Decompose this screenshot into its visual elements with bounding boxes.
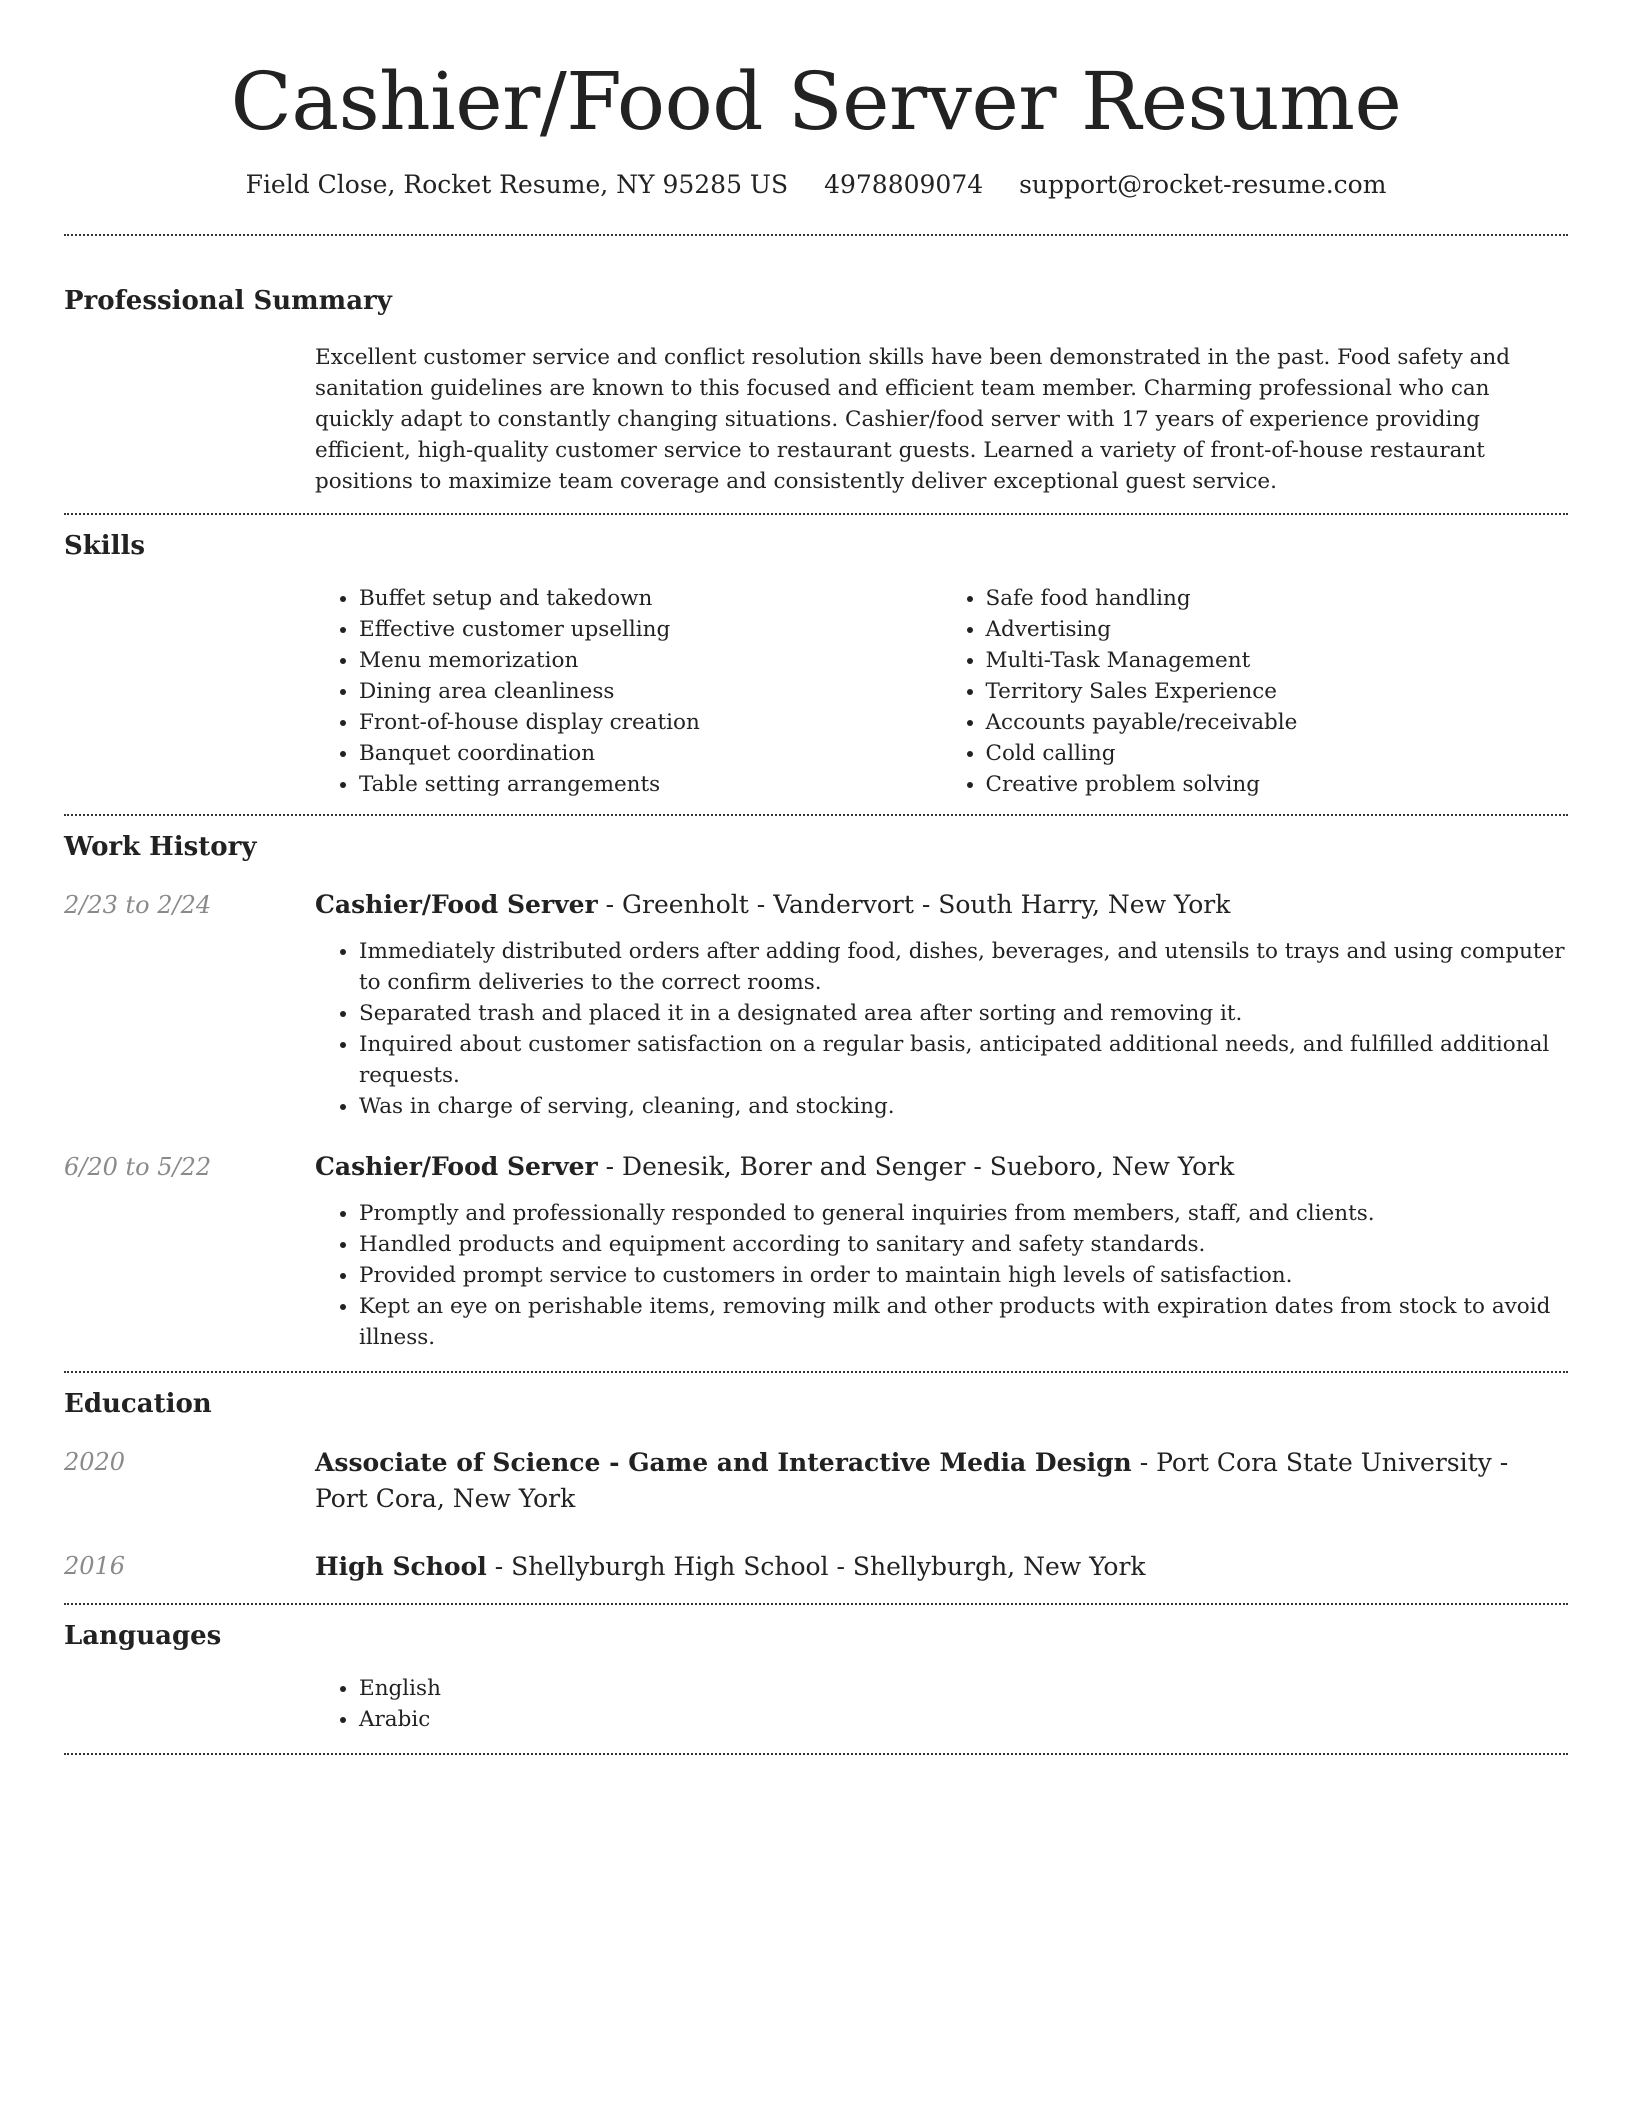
skill-item: • Dining area cleanliness [359, 676, 942, 707]
work-section [64, 816, 1568, 1371]
skill-item: • Territory Sales Experience [986, 676, 1569, 707]
contact-address: Field Close, Rocket Resume, NY 95285 US [245, 170, 789, 199]
education-title-line [315, 1445, 1568, 1517]
education-body [315, 1549, 1568, 1585]
job-role: Cashier/Food Server [315, 1152, 598, 1181]
job-entry [64, 1122, 1568, 1371]
job-bullet: • Was in charge of serving, cleaning, and stocking. [359, 1091, 1568, 1122]
job-bullet: • Provided prompt service to customers in order to maintain high levels of satisfaction. [359, 1260, 1568, 1291]
education-degree: High School [315, 1552, 487, 1581]
education-year: 2020 [64, 1448, 126, 1476]
skill-item: • Banquet coordination [359, 738, 942, 769]
education-body [315, 1445, 1568, 1517]
languages-list [315, 1673, 1568, 1735]
job-bullet: • Handled products and equipment according to sanitary and safety standards. [359, 1229, 1568, 1260]
contact-email: support@rocket-resume.com [1019, 170, 1387, 199]
job-bullet: • Immediately distributed orders after adding food, dishes, beverages, and utensils to trays and using computer to confirm deliveries to the correct rooms. [359, 936, 1568, 998]
language-item: • English [359, 1673, 1568, 1704]
skill-item: • Table setting arrangements [359, 769, 942, 800]
job-bullet: • Separated trash and placed it in a designated area after sorting and removing it. [359, 998, 1568, 1029]
job-dates: 2/23 to 2/24 [64, 891, 212, 919]
job-bullet: • Kept an eye on perishable items, removing milk and other products with expiration dates from stock to avoid illness. [359, 1291, 1568, 1353]
job-bullets [315, 1184, 1568, 1353]
job-title-line [315, 1150, 1568, 1184]
skills-list-right [942, 583, 1569, 800]
resume-title: Cashier/Food Server Resume [230, 55, 1402, 148]
job-employer: - Greenholt - Vandervort - South Harry, New York [597, 890, 1231, 919]
skill-item: • Front-of-house display creation [359, 707, 942, 738]
job-title-line [315, 888, 1568, 922]
education-school: - Shellyburgh High School - Shellyburgh, New York [486, 1552, 1146, 1581]
education-section [64, 1373, 1568, 1603]
skill-item: • Accounts payable/receivable [986, 707, 1569, 738]
languages-row [64, 1653, 1568, 1753]
skill-item: • Menu memorization [359, 645, 942, 676]
skills-list-left [315, 583, 942, 800]
summary-section [64, 236, 1568, 513]
education-entry [64, 1517, 1568, 1603]
job-body [315, 888, 1568, 1122]
job-role: Cashier/Food Server [315, 890, 598, 919]
job-bullet: • Promptly and professionally responded to general inquiries from members, staff, and clients. [359, 1198, 1568, 1229]
contact-line [64, 168, 1568, 202]
job-dates: 6/20 to 5/22 [64, 1153, 212, 1181]
job-body [315, 1150, 1568, 1353]
resume-header [64, 0, 1568, 202]
summary-left-spacer [64, 342, 315, 497]
education-year: 2016 [64, 1552, 126, 1580]
job-bullets [315, 922, 1568, 1122]
skill-item: • Safe food handling [986, 583, 1569, 614]
summary-row [64, 318, 1568, 513]
education-degree: Associate of Science - Game and Interactive Media Design [315, 1448, 1132, 1477]
work-heading: Work History [64, 832, 257, 862]
section-divider [64, 1753, 1568, 1755]
skill-item: • Effective customer upselling [359, 614, 942, 645]
languages-left-spacer [64, 1673, 315, 1735]
language-item: • Arabic [359, 1704, 1568, 1735]
job-bullet: • Inquired about customer satisfaction on a regular basis, anticipated additional needs, and fulfilled additional requests. [359, 1029, 1568, 1091]
job-employer: - Denesik, Borer and Senger - Sueboro, New York [597, 1152, 1235, 1181]
education-entry [64, 1421, 1568, 1517]
education-heading: Education [64, 1389, 212, 1419]
contact-phone: 4978809074 [824, 170, 984, 199]
skills-section [64, 515, 1568, 814]
skill-item: • Buffet setup and takedown [359, 583, 942, 614]
education-title-line [315, 1549, 1568, 1585]
skills-heading: Skills [64, 531, 146, 561]
skill-item: • Multi-Task Management [986, 645, 1569, 676]
skill-item: • Creative problem solving [986, 769, 1569, 800]
education-school: - Port Cora State University - Port Cora, New York [315, 1448, 1509, 1513]
languages-section [64, 1605, 1568, 1753]
job-entry [64, 864, 1568, 1122]
skill-item: • Advertising [986, 614, 1569, 645]
languages-body [315, 1673, 1568, 1735]
languages-heading: Languages [64, 1621, 222, 1651]
skill-item: • Cold calling [986, 738, 1569, 769]
skills-row [64, 563, 1568, 814]
summary-body [315, 342, 1568, 497]
skills-left-spacer [64, 563, 315, 814]
summary-text: Excellent customer service and conflict resolution skills have been demonstrated in the past. Food safety and sanitation guidelines are known to this focused and efficient team member. Charming professional who can quickly adapt to constantly changing situations. Cashier/food server with 17 years of experience providing efficient, high-quality customer service to restaurant guests. Learned a variety of front-of-house restaurant positions to maximize team coverage and consistently deliver exceptional guest service. [315, 345, 1510, 494]
summary-heading: Professional Summary [64, 286, 392, 316]
skills-columns [315, 563, 1568, 814]
